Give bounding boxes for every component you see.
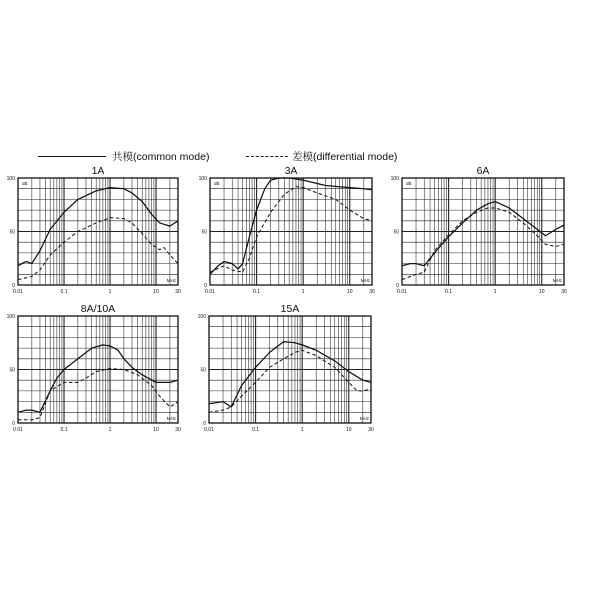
chart-title: 3A (284, 165, 298, 177)
x-tick-label: 1 (493, 289, 497, 295)
y-tick-label: 50 (393, 229, 399, 236)
x-tick-label: 0.1 (60, 427, 68, 433)
y-tick-label: 0 (396, 283, 399, 289)
chart-2 (391, 165, 567, 295)
x-tick-label: 30 (369, 289, 375, 295)
y-axis-label: dB (406, 181, 412, 186)
x-tick-label: 1 (300, 427, 304, 433)
x-tick-label: 30 (175, 427, 181, 433)
y-tick-label: 50 (200, 367, 206, 374)
y-tick-label: 0 (12, 283, 15, 289)
chart-4 (198, 303, 374, 433)
y-tick-label: 50 (9, 229, 15, 236)
y-tick-label: 100 (390, 176, 399, 182)
x-tick-label: 0.01 (204, 427, 214, 433)
x-axis-label: MHz (359, 416, 369, 421)
x-tick-label: 30 (561, 289, 567, 295)
y-tick-label: 50 (201, 229, 207, 236)
chart-title: 8A/10A (80, 303, 116, 315)
x-tick-label: 10 (538, 289, 545, 295)
legend-common-mode-label: 共模(common mode) (112, 151, 210, 163)
x-tick-label: 0.01 (13, 289, 23, 295)
y-tick-label: 100 (197, 314, 206, 320)
chart-0 (7, 165, 181, 295)
x-tick-label: 10 (345, 427, 352, 433)
x-tick-label: 30 (368, 427, 374, 433)
y-tick-label: 50 (9, 367, 15, 374)
x-tick-label: 10 (346, 289, 353, 295)
y-tick-label: 0 (12, 421, 15, 427)
chart-title: 6A (476, 165, 490, 177)
y-tick-label: 100 (6, 314, 15, 320)
x-axis-label: MHz (166, 416, 176, 421)
x-tick-label: 10 (153, 289, 159, 295)
x-tick-label: 0.01 (13, 427, 23, 433)
x-tick-label: 0.01 (397, 289, 407, 295)
x-axis-label: MHz (360, 278, 370, 283)
x-axis-label: MHz (166, 278, 176, 283)
x-tick-label: 0.1 (253, 289, 261, 295)
y-tick-label: 0 (203, 421, 206, 427)
y-tick-label: 0 (204, 283, 207, 289)
y-axis-label: dB (214, 181, 220, 186)
x-axis-label: MHz (552, 278, 562, 283)
x-tick-label: 1 (108, 289, 112, 295)
chart-title: 15A (280, 303, 300, 315)
x-tick-label: 0.1 (445, 289, 453, 295)
legend-differential-mode-label: 差模(differential mode) (292, 151, 398, 163)
x-tick-label: 30 (175, 289, 181, 295)
chart-1 (199, 165, 375, 295)
x-tick-label: 0.01 (205, 289, 215, 295)
y-tick-label: 100 (198, 176, 207, 182)
x-tick-label: 0.1 (252, 427, 260, 433)
y-tick-label: 100 (6, 176, 15, 182)
x-tick-label: 1 (108, 427, 112, 433)
x-tick-label: 0.1 (60, 289, 68, 295)
x-tick-label: 1 (301, 289, 305, 295)
chart-title: 1A (91, 165, 105, 177)
y-axis-label: dB (22, 181, 28, 186)
chart-3 (7, 303, 181, 433)
x-tick-label: 10 (153, 427, 159, 433)
